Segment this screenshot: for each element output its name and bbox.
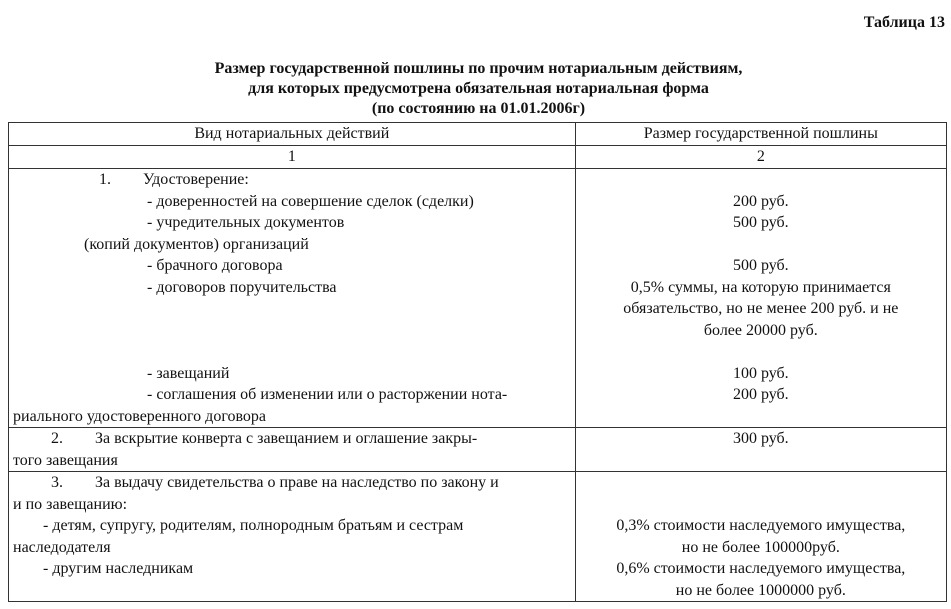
- row1-fee-3: 500 руб.: [732, 257, 789, 274]
- row2-fees: [575, 428, 946, 472]
- row1-item-6b: риального удостоверенного договора: [13, 407, 267, 425]
- row3-fees: [575, 472, 946, 602]
- row1-fee-2: 500 руб.: [732, 214, 789, 231]
- row1-item-2b: (копий документов) организаций: [84, 235, 309, 253]
- row3-fee-1-line-1: 0,3% стоимости наследуемого имущества,: [616, 517, 906, 534]
- title-line-2: для которых предусмотрена обязательная нотариальная форма: [248, 80, 709, 97]
- table-row-3: [9, 472, 947, 602]
- row1-item-3: - брачного договора: [147, 257, 283, 274]
- row1-fee-4-line-2: обязательство, но не менее 200 руб. и не: [623, 300, 899, 317]
- header-row: [9, 123, 947, 146]
- row1-fee-4-line-3: более 20000 руб.: [703, 321, 818, 339]
- row1-heading: 1. Удостоверение:: [99, 171, 249, 188]
- row2-line-2: того завещания: [13, 451, 118, 469]
- row3-line-1: 3. За выдачу свидетельства о праве на наследство по закону и: [51, 474, 499, 491]
- fees-table-grid: [8, 122, 947, 602]
- column-number-2: 2: [575, 146, 946, 169]
- table-row-2: [9, 428, 947, 472]
- table-number: Таблица 13: [863, 14, 945, 31]
- row3-actions: [9, 472, 576, 602]
- row1-fee-5: 100 руб.: [732, 364, 789, 382]
- row1-item-6a: - соглашения об изменении или о расторжении нота-: [147, 386, 508, 403]
- row2-actions: [9, 428, 576, 472]
- title-line-3: (по состоянию на 01.01.2006г): [371, 100, 586, 117]
- row1-item-4: - договоров поручительства: [147, 278, 337, 296]
- title-line-1: Размер государственной пошлины по прочим нотариальным действиям,: [214, 60, 743, 77]
- row3-fee-2-line-1: 0,6% стоимости наследуемого имущества,: [616, 560, 906, 577]
- fees-table: [8, 122, 947, 602]
- row3-fee-1-line-2: но не более 100000руб.: [681, 538, 840, 556]
- row3-fee-2-line-2: но не более 1000000 руб.: [675, 581, 846, 599]
- column-header-fee: Размер государственной пошлины: [575, 123, 946, 146]
- column-number-row: [9, 146, 947, 169]
- row2-line-1: 2. За вскрытие конверта с завещанием и оглашение закры-: [51, 430, 478, 447]
- row1-fee-6: 200 руб.: [732, 386, 789, 403]
- row2-fee: 300 руб.: [732, 430, 789, 447]
- row3-line-2: и по завещанию:: [13, 495, 128, 513]
- table-row-1: [9, 169, 947, 428]
- row1-item-5: - завещаний: [147, 364, 230, 382]
- row1-item-2a: - учредительных документов: [147, 214, 345, 231]
- row1-actions: [9, 169, 576, 428]
- row3-line-4: наследодателя: [13, 538, 111, 556]
- row1-fee-4-line-1: 0,5% суммы, на которую принимается: [630, 278, 891, 296]
- row1-fees: [575, 169, 946, 428]
- row1-item-1: - доверенностей на совершение сделок (сделки): [147, 192, 474, 210]
- row3-line-3: - детям, супругу, родителям, полнородным братьям и сестрам: [43, 517, 464, 534]
- row3-line-5: - другим наследникам: [43, 560, 194, 577]
- row1-fee-1: 200 руб.: [732, 192, 789, 210]
- column-header-action: Вид нотариальных действий: [9, 123, 576, 146]
- column-number-1: 1: [9, 146, 576, 169]
